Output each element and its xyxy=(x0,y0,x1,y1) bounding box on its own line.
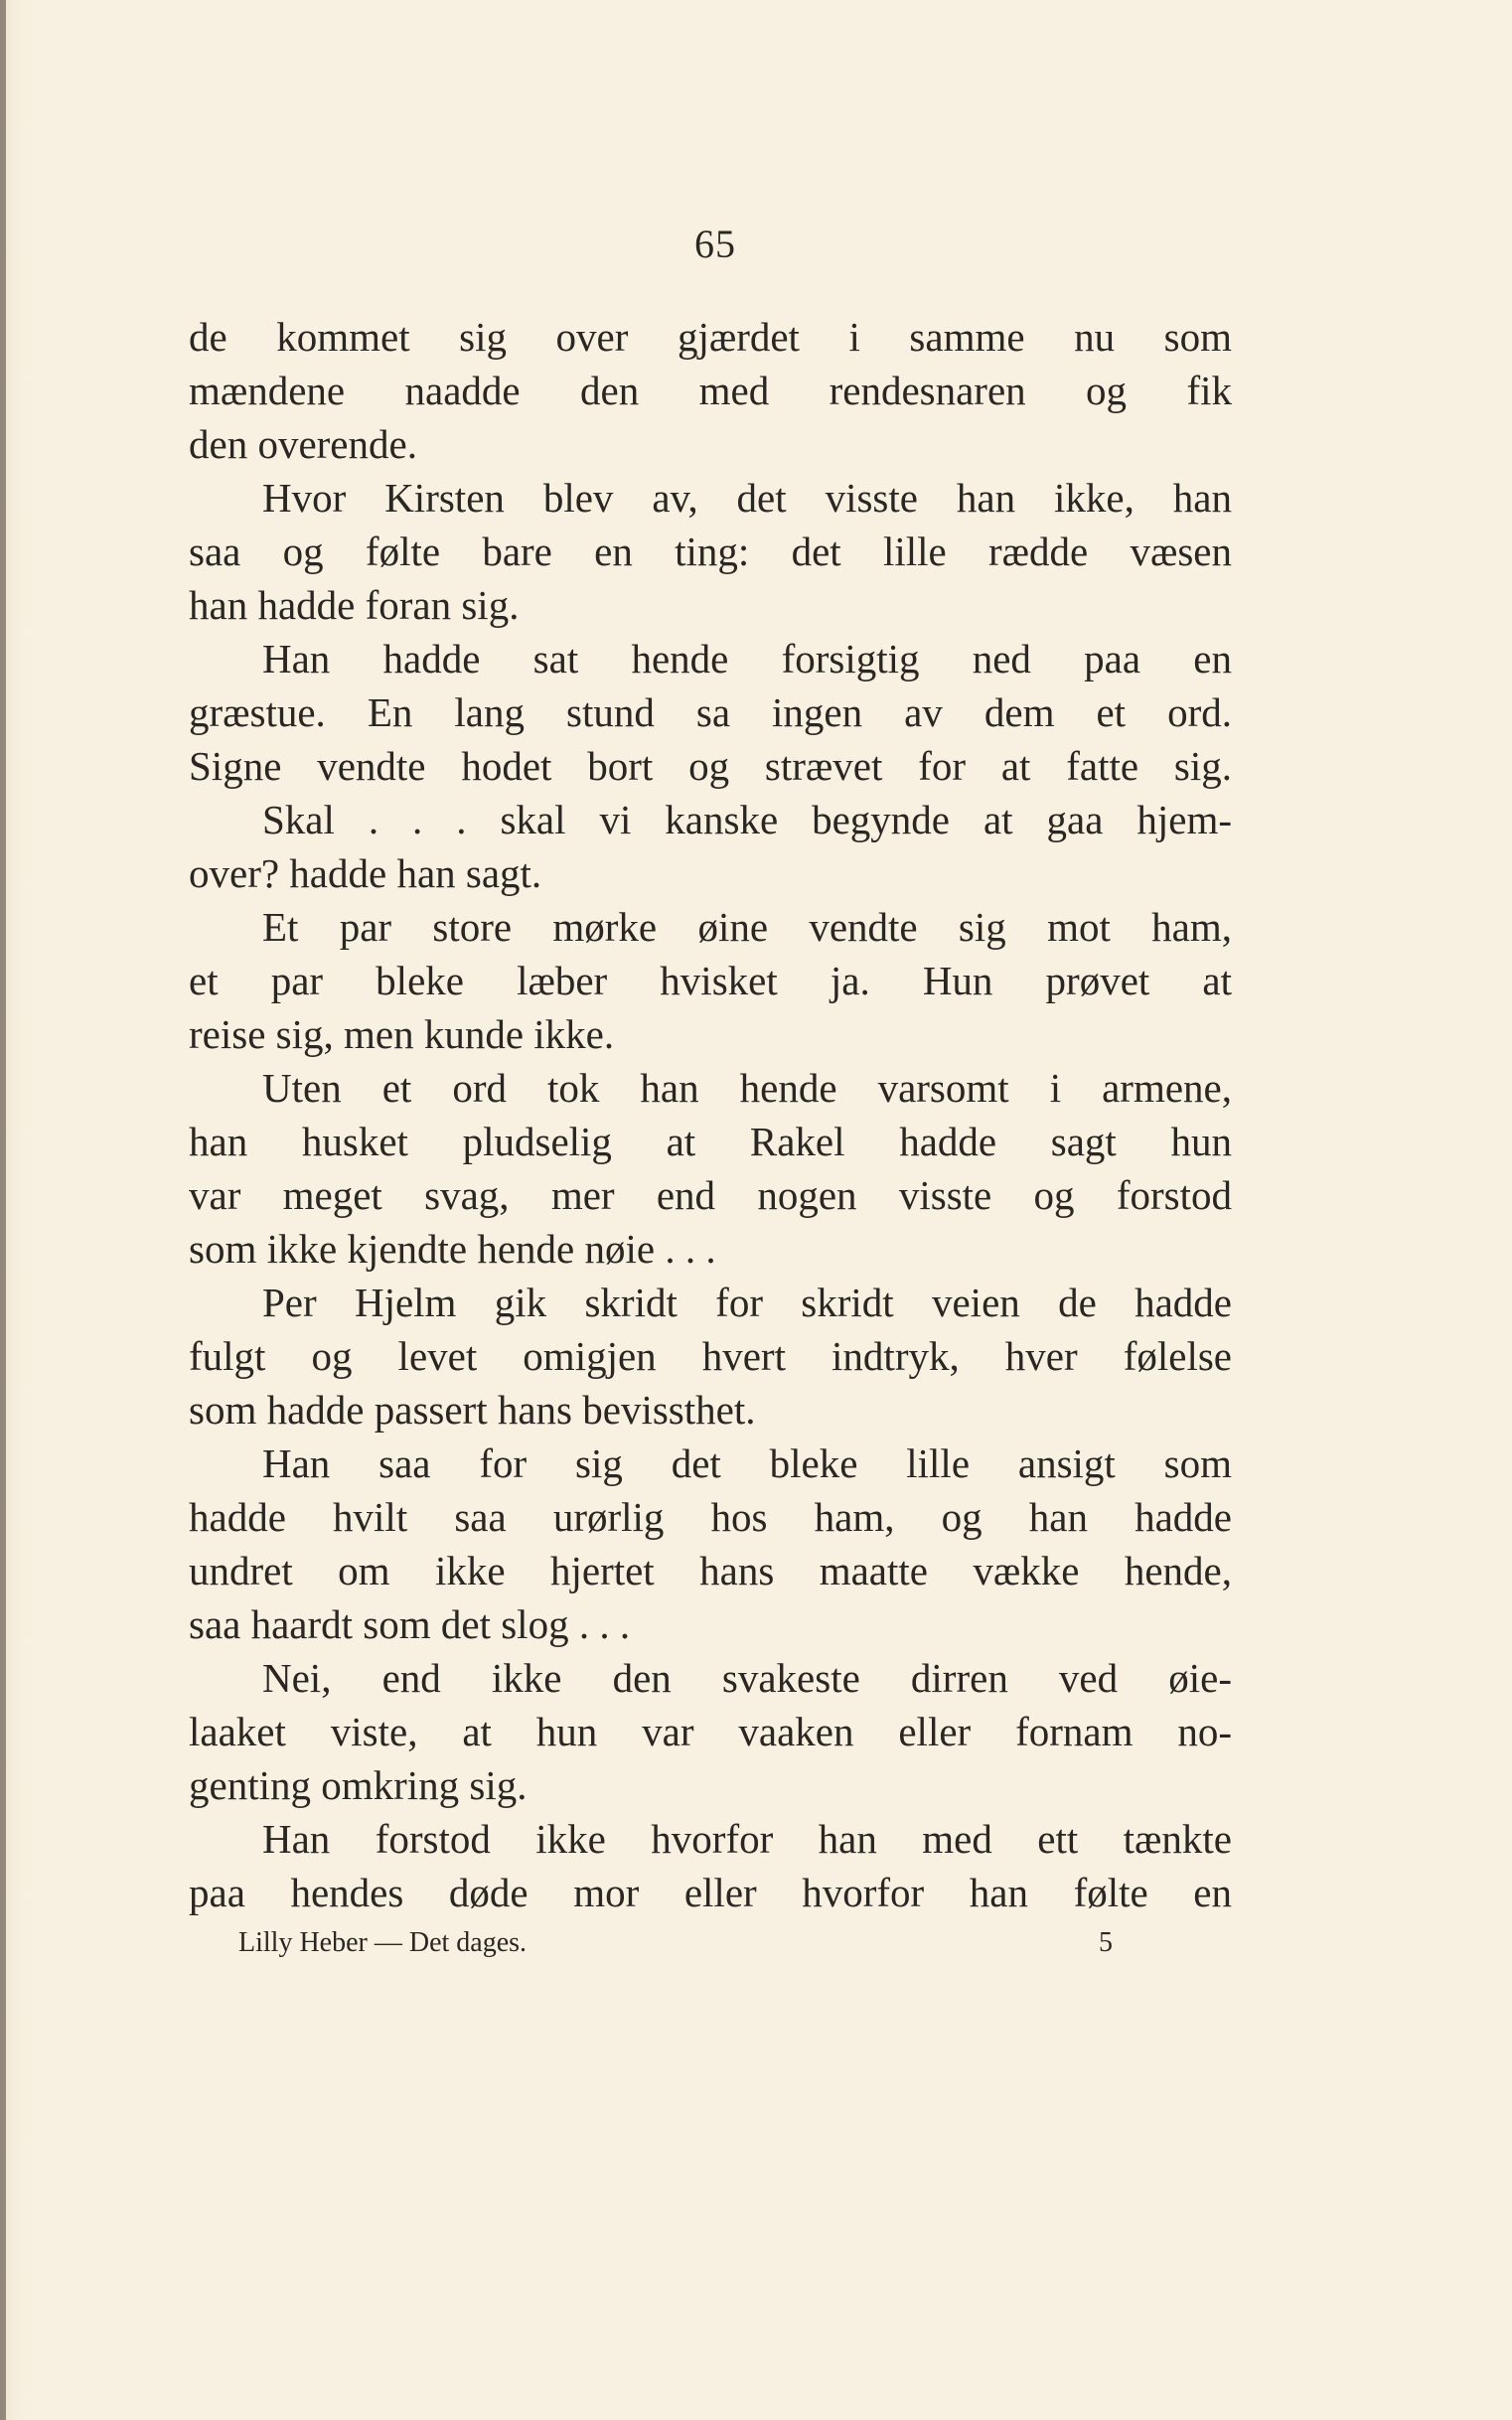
text-line: reise sig, men kunde ikke. xyxy=(189,1011,615,1057)
text-line: Per Hjelm gik skridt for skridt veien de hadde xyxy=(262,1280,1232,1325)
text-line: Uten et ord tok han hende varsomt i armene, xyxy=(262,1065,1232,1111)
text-line: Skal . . . skal vi kanske begynde at gaa hjem- xyxy=(262,797,1232,842)
text-line: som hadde passert hans bevissthet. xyxy=(189,1387,756,1433)
page-binding-edge xyxy=(0,0,6,2420)
text-line: genting omkring sig. xyxy=(189,1762,528,1808)
text-line: græstue. En lang stund sa ingen av dem et ord. xyxy=(189,689,1232,735)
text-line: den overende. xyxy=(189,421,417,467)
text-line: hadde hvilt saa urørlig hos ham, og han hadde xyxy=(189,1494,1232,1540)
text-line: saa haardt som det slog . . . xyxy=(189,1601,631,1647)
text-line: var meget svag, mer end nogen visste og forstod xyxy=(189,1172,1232,1218)
text-line: Signe vendte hodet bort og strævet for at fatte sig. xyxy=(189,743,1232,789)
text-line: Et par store mørke øine vendte sig mot ham, xyxy=(262,904,1232,950)
text-line: undret om ikke hjertet hans maatte vække hende, xyxy=(189,1548,1232,1593)
text-line: paa hendes døde mor eller hvorfor han følte en xyxy=(189,1870,1232,1915)
footer-signature-mark: 5 xyxy=(1099,1927,1113,1958)
text-line: de kommet sig over gjærdet i samme nu som xyxy=(189,314,1232,360)
text-line: laaket viste, at hun var vaaken eller fornam no- xyxy=(189,1709,1232,1754)
text-line: Nei, end ikke den svakeste dirren ved øie- xyxy=(262,1655,1232,1701)
text-line: Han saa for sig det bleke lille ansigt som xyxy=(262,1440,1232,1486)
text-line: et par bleke læber hvisket ja. Hun prøvet at xyxy=(189,958,1232,1003)
text-line: han hadde foran sig. xyxy=(189,582,520,628)
footer-author-title: Lilly Heber — Det dages. xyxy=(238,1927,528,1958)
text-line: som ikke kjendte hende nøie . . . xyxy=(189,1226,716,1272)
text-line: Han forstod ikke hvorfor han med ett tænkte xyxy=(262,1816,1232,1862)
text-line: han husket pludselig at Rakel hadde sagt hun xyxy=(189,1119,1232,1164)
text-line: over? hadde han sagt. xyxy=(189,850,542,896)
text-line: Hvor Kirsten blev av, det visste han ikke, han xyxy=(262,475,1232,521)
body-text xyxy=(189,310,1232,1919)
page-number: 65 xyxy=(694,222,736,266)
text-line: fulgt og levet omigjen hvert indtryk, hver følelse xyxy=(189,1333,1232,1379)
text-line: saa og følte bare en ting: det lille rædde væsen xyxy=(189,529,1232,574)
text-line: mændene naadde den med rendesnaren og fik xyxy=(189,368,1232,413)
text-line: Han hadde sat hende forsigtig ned paa en xyxy=(262,636,1232,681)
page-footer xyxy=(238,1923,1113,1963)
